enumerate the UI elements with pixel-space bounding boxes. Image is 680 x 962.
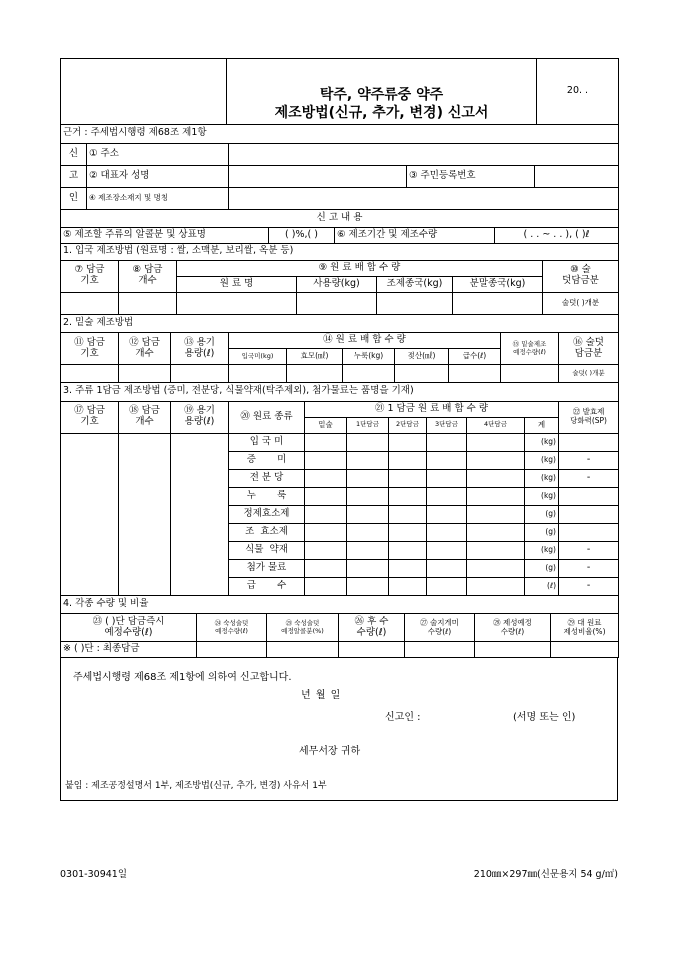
s3-amount-field[interactable] (427, 433, 467, 451)
s2-sul-h2: 담금분 (574, 347, 603, 359)
title-left-blank (61, 59, 227, 125)
s3-mix-header: ㉑ 1 담금 원 료 배 합 수 량 (305, 401, 559, 417)
s3-amount-field[interactable] (305, 505, 347, 523)
s3-col-total: 계 (525, 417, 559, 433)
s3-amount-field[interactable] (347, 541, 389, 559)
s4-h26-2: 수량(ℓ) (356, 626, 387, 638)
s2-col-water: 급수(ℓ) (449, 349, 501, 365)
s3-code-header (61, 401, 119, 433)
s1-code-field[interactable] (61, 292, 119, 314)
report-content-header: 신 고 내 용 (61, 209, 619, 227)
address-field[interactable] (229, 143, 619, 165)
section1-title: 1. 입국 제조방법 (원료명 : 쌀, 소맥분, 보리쌀, 옥분 등) (61, 244, 619, 260)
s3-count-h2: 개수 (135, 416, 154, 427)
section4-title: 4. 각종 수량 및 비율 (61, 596, 619, 614)
s3-count-field[interactable] (119, 433, 171, 595)
s3-amount-field[interactable] (427, 451, 467, 469)
s1-count-field[interactable] (119, 292, 177, 314)
s3-amount-field[interactable] (467, 577, 525, 595)
s2-count-header (119, 333, 171, 365)
s3-amount-field[interactable] (467, 523, 525, 541)
s3-amount-field[interactable] (389, 559, 427, 577)
date-cell[interactable]: 20. . (537, 59, 619, 125)
section4-table (60, 596, 619, 659)
s3-unit: (kg) (525, 469, 559, 487)
attachment-note: 붙임 : 제조공정설명서 1부, 제조방법(신규, 추가, 변경) 사유서 1부 (65, 781, 327, 791)
s1-sul-header (543, 260, 619, 292)
resident-no-label: ③ 주민등록번호 (407, 165, 535, 187)
s3-amount-field[interactable] (347, 523, 389, 541)
s2-col-lactic: 젖산(㎖) (395, 349, 449, 365)
s3-ferment-field[interactable]: - (559, 451, 619, 469)
s3-amount-field[interactable] (347, 577, 389, 595)
s1-use-header: 사용량(kg) (297, 276, 377, 292)
s1-sul-unit[interactable]: 술덧( )개분 (543, 292, 619, 314)
s3-amount-field[interactable] (427, 577, 467, 595)
paper-spec: 210㎜×297㎜(신문용지 54 g/㎡) (473, 869, 618, 880)
applicant-side-1: 신 (61, 143, 87, 165)
s4-f24[interactable] (197, 642, 267, 658)
period-label: ⑥ 제조기간 및 제조수량 (335, 228, 495, 244)
s4-h25-1: ㉕ 숙성술덧 (285, 619, 320, 628)
s4-h23 (61, 614, 197, 642)
s3-amount-field[interactable] (389, 541, 427, 559)
s1-count-h2: 개수 (138, 275, 157, 286)
s3-amount-field[interactable] (467, 505, 525, 523)
applicant-side-2: 고 (61, 165, 87, 187)
s4-h23-2: 예정수량(ℓ) (104, 626, 153, 638)
period-value[interactable]: ( . . ~ . . ), ( )ℓ (495, 228, 619, 244)
s3-amount-field[interactable] (305, 469, 347, 487)
recipient: 세무서장 귀하 (299, 746, 361, 757)
s1-name-header: 원 료 명 (177, 276, 297, 292)
s3-unit: (kg) (525, 451, 559, 469)
s4-f25[interactable] (267, 642, 339, 658)
s3-amount-field[interactable] (467, 487, 525, 505)
s2-nuruk-field[interactable] (343, 365, 395, 383)
s2-expected-h2: 예정수량(ℓ) (513, 347, 546, 356)
s2-expected-header (501, 333, 559, 365)
s3-ferment-field[interactable]: - (559, 559, 619, 577)
s4-f29[interactable] (551, 642, 619, 658)
applicant-side-3: 인 (61, 187, 87, 209)
s1-mix-header: ⑨ 원 료 배 합 수 량 (177, 260, 543, 276)
s3-material-name: 입 국 미 (229, 433, 305, 451)
s3-amount-field[interactable] (467, 469, 525, 487)
s3-amount-field[interactable] (389, 451, 427, 469)
s3-amount-field[interactable] (347, 559, 389, 577)
section2-title: 2. 밑술 제조방법 (61, 315, 619, 333)
s3-amount-field[interactable] (305, 541, 347, 559)
basis-text: 근거 : 주세법시행령 제68조 제1항 (61, 125, 619, 143)
row5-table (60, 228, 619, 245)
s3-amount-field[interactable] (427, 505, 467, 523)
section2-table (60, 315, 619, 384)
s4-h28-2: 수량(ℓ) (500, 626, 525, 636)
s3-amount-field[interactable] (427, 487, 467, 505)
s2-col-yeast: 효모(㎖) (287, 349, 343, 365)
s4-h24 (197, 614, 267, 642)
s1-code-header (61, 260, 119, 292)
section3-table (60, 383, 619, 596)
s4-note: ※ ( )단 : 최종담금 (61, 642, 197, 658)
declaration-text: 주세법시행령 제68조 제1항에 의하여 신고합니다. (73, 672, 292, 683)
s1-crude-field[interactable] (377, 292, 453, 314)
s3-ferment-h1: ㉒ 발효제 (572, 407, 605, 417)
s3-material-name: 조 효소제 (229, 523, 305, 541)
s3-unit: (g) (525, 505, 559, 523)
reporter-label: 신고인 : (385, 712, 421, 723)
s2-sul-header (559, 333, 619, 365)
s3-col-base: 밑술 (305, 417, 347, 433)
s4-h27-2: 수량(ℓ) (427, 626, 452, 636)
s3-material-name: 첨가 물료 (229, 559, 305, 577)
s3-amount-field[interactable] (389, 523, 427, 541)
s3-code-field[interactable] (61, 433, 119, 595)
s3-amount-field[interactable] (305, 451, 347, 469)
s4-h29 (551, 614, 619, 642)
s2-col-rice: 입국미(kg) (229, 349, 287, 365)
s2-sul-h1: ⑯ 술덧 (573, 336, 604, 348)
s3-amount-field[interactable] (427, 541, 467, 559)
s3-unit: (kg) (525, 541, 559, 559)
s1-code-h2: 기호 (80, 275, 99, 286)
s3-ferment-field[interactable]: - (559, 541, 619, 559)
s3-vessel-h2: 용량(ℓ) (184, 416, 215, 427)
s4-h26-1: ㉖ 후 수 (354, 615, 389, 627)
s2-water-field[interactable] (449, 365, 501, 383)
s3-ferment-field[interactable]: - (559, 469, 619, 487)
s2-rice-field[interactable] (229, 365, 287, 383)
declaration-box (60, 658, 618, 801)
s2-vessel-h2: 용량(ℓ) (184, 347, 215, 359)
s4-h27 (405, 614, 475, 642)
s3-amount-field[interactable] (467, 559, 525, 577)
s3-amount-field[interactable] (467, 541, 525, 559)
s3-amount-field[interactable] (305, 433, 347, 451)
s2-yeast-field[interactable] (287, 365, 343, 383)
s3-amount-field[interactable] (305, 523, 347, 541)
s2-col-nuruk: 누룩(kg) (343, 349, 395, 365)
s2-count-h2: 개수 (135, 347, 154, 359)
s3-amount-field[interactable] (347, 487, 389, 505)
s3-col-stage4: 4단담금 (467, 417, 525, 433)
s4-h23-1: ㉓ ( )단 담금즉시 (92, 615, 165, 627)
s4-f28[interactable] (475, 642, 551, 658)
title-line2: 제조방법(신규, 추가, 변경) 신고서 (274, 104, 489, 121)
s2-count-h1: ⑫ 담금 (129, 336, 160, 348)
s2-vessel-header (171, 333, 229, 365)
s2-code-h1: ⑪ 담금 (74, 336, 105, 348)
title-cell (227, 59, 537, 125)
s3-amount-field[interactable] (427, 469, 467, 487)
s1-powder-field[interactable] (453, 292, 543, 314)
s3-amount-field[interactable] (389, 577, 427, 595)
s4-h29-1: ㉙ 대 원료 (567, 617, 602, 627)
s4-h24-2: 예정수량(ℓ) (215, 626, 248, 635)
s3-ferment-field[interactable] (559, 487, 619, 505)
s4-h24-1: ㉔ 숙성술덧 (214, 619, 249, 628)
s1-name-field[interactable] (177, 292, 297, 314)
s3-col-stage3: 3단담금 (427, 417, 467, 433)
s2-code-header (61, 333, 119, 365)
s4-h27-1: ㉗ 술지게미 (420, 617, 459, 627)
s3-col-stage1: 1단담금 (347, 417, 389, 433)
s1-count-h1: ⑧ 담금 (132, 264, 163, 276)
s4-f26[interactable] (339, 642, 405, 658)
s3-material-name: 누 룩 (229, 487, 305, 505)
s3-ferment-h2: 당화력(SP) (570, 416, 607, 425)
s3-amount-field[interactable] (347, 433, 389, 451)
s3-body (61, 433, 619, 595)
s1-sul-h1: ⑩ 술 (570, 264, 591, 276)
s2-vessel-field[interactable] (171, 365, 229, 383)
section1-table (60, 244, 619, 315)
s3-vessel-header (171, 401, 229, 433)
s3-code-h2: 기호 (80, 416, 99, 427)
s4-f27[interactable] (405, 642, 475, 658)
s2-code-h2: 기호 (80, 347, 99, 359)
s3-unit: (ℓ) (525, 577, 559, 595)
s2-expected-h1: ⑮ 밑술제조 (512, 340, 547, 349)
s4-h28-1: ㉘ 제성예정 (493, 617, 532, 627)
s1-use-field[interactable] (297, 292, 377, 314)
s2-count-field[interactable] (119, 365, 171, 383)
s3-amount-field[interactable] (305, 487, 347, 505)
form-code: 0301-30941일 (60, 869, 128, 880)
s3-material-name: 증 미 (229, 451, 305, 469)
factory-field[interactable] (229, 187, 619, 209)
s4-h25 (267, 614, 339, 642)
s3-unit: (g) (525, 559, 559, 577)
s1-powder-header: 분말종국(kg) (453, 276, 543, 292)
s2-expected-field[interactable] (501, 365, 559, 383)
s2-sul-unit[interactable]: 술덧( )개분 (559, 365, 619, 383)
s3-unit: (kg) (525, 433, 559, 451)
s3-vessel-field[interactable] (171, 433, 229, 595)
alcohol-label: ⑤ 제조할 주류의 알콜분 및 상표명 (61, 228, 269, 244)
s3-unit: (g) (525, 523, 559, 541)
s3-vessel-h1: ⑲ 용기 (184, 405, 215, 417)
s3-amount-field[interactable] (347, 451, 389, 469)
s4-h29-2: 제성비율(%) (563, 626, 606, 636)
s3-material-name: 정제효소제 (229, 505, 305, 523)
declaration-date[interactable]: 년 월 일 (301, 690, 341, 701)
s3-material-name: 급 수 (229, 577, 305, 595)
s3-unit: (kg) (525, 487, 559, 505)
s3-ferment-field[interactable] (559, 505, 619, 523)
s4-h28 (475, 614, 551, 642)
s3-amount-field[interactable] (427, 559, 467, 577)
s3-amount-field[interactable] (305, 577, 347, 595)
rep-name-field[interactable] (229, 165, 407, 187)
s3-col-stage2: 2단담금 (389, 417, 427, 433)
address-label: ① 주소 (87, 143, 229, 165)
s3-amount-field[interactable] (305, 559, 347, 577)
s1-sul-h2: 덧담금분 (562, 275, 599, 286)
s3-ferment-field[interactable]: - (559, 577, 619, 595)
s3-ferment-header (559, 401, 619, 433)
s2-mix-header: ⑭ 원 료 배 합 수 량 (229, 333, 501, 349)
s3-material-name: 식물 약재 (229, 541, 305, 559)
s2-lactic-field[interactable] (395, 365, 449, 383)
s3-amount-field[interactable] (347, 469, 389, 487)
s3-amount-field[interactable] (467, 451, 525, 469)
s3-amount-field[interactable] (427, 523, 467, 541)
s1-count-header (119, 260, 177, 292)
section3-title: 3. 주류 1담금 제조방법 (증미, 전분당, 식물약재(탁주제외), 첨가물료는 품명을 기재) (61, 383, 619, 401)
alcohol-value[interactable]: ( )%,( ) (269, 228, 335, 244)
sign-label[interactable]: (서명 또는 인) (513, 712, 576, 723)
s3-kind-header: ⑳ 원료 종류 (229, 401, 305, 433)
s3-amount-field[interactable] (347, 505, 389, 523)
report-form (60, 58, 618, 801)
resident-no-field[interactable] (535, 165, 619, 187)
s3-ferment-field[interactable] (559, 433, 619, 451)
s3-count-h1: ⑱ 담금 (129, 405, 160, 417)
s2-code-field[interactable] (61, 365, 119, 383)
s1-crude-header: 조제종국(kg) (377, 276, 453, 292)
s1-code-h1: ⑦ 담금 (74, 264, 105, 276)
s3-row (61, 433, 619, 451)
s3-amount-field[interactable] (389, 433, 427, 451)
s2-vessel-h1: ⑬ 용기 (184, 336, 215, 348)
s3-amount-field[interactable] (389, 505, 427, 523)
s3-amount-field[interactable] (467, 433, 525, 451)
s4-h25-2: 예정알콜분(%) (281, 626, 324, 635)
s3-count-header (119, 401, 171, 433)
s3-code-h1: ⑰ 담금 (74, 405, 105, 417)
title-table (60, 58, 619, 125)
s3-ferment-field[interactable] (559, 523, 619, 541)
s3-amount-field[interactable] (389, 487, 427, 505)
rep-name-label: ② 대표자 성명 (87, 165, 229, 187)
s3-material-name: 전 분 당 (229, 469, 305, 487)
factory-label: ④ 제조장소재지 및 명칭 (87, 187, 229, 209)
applicant-table (60, 125, 619, 228)
s3-amount-field[interactable] (389, 469, 427, 487)
title-line1: 탁주, 약주류중 약주 (319, 87, 444, 103)
s4-h26 (339, 614, 405, 642)
